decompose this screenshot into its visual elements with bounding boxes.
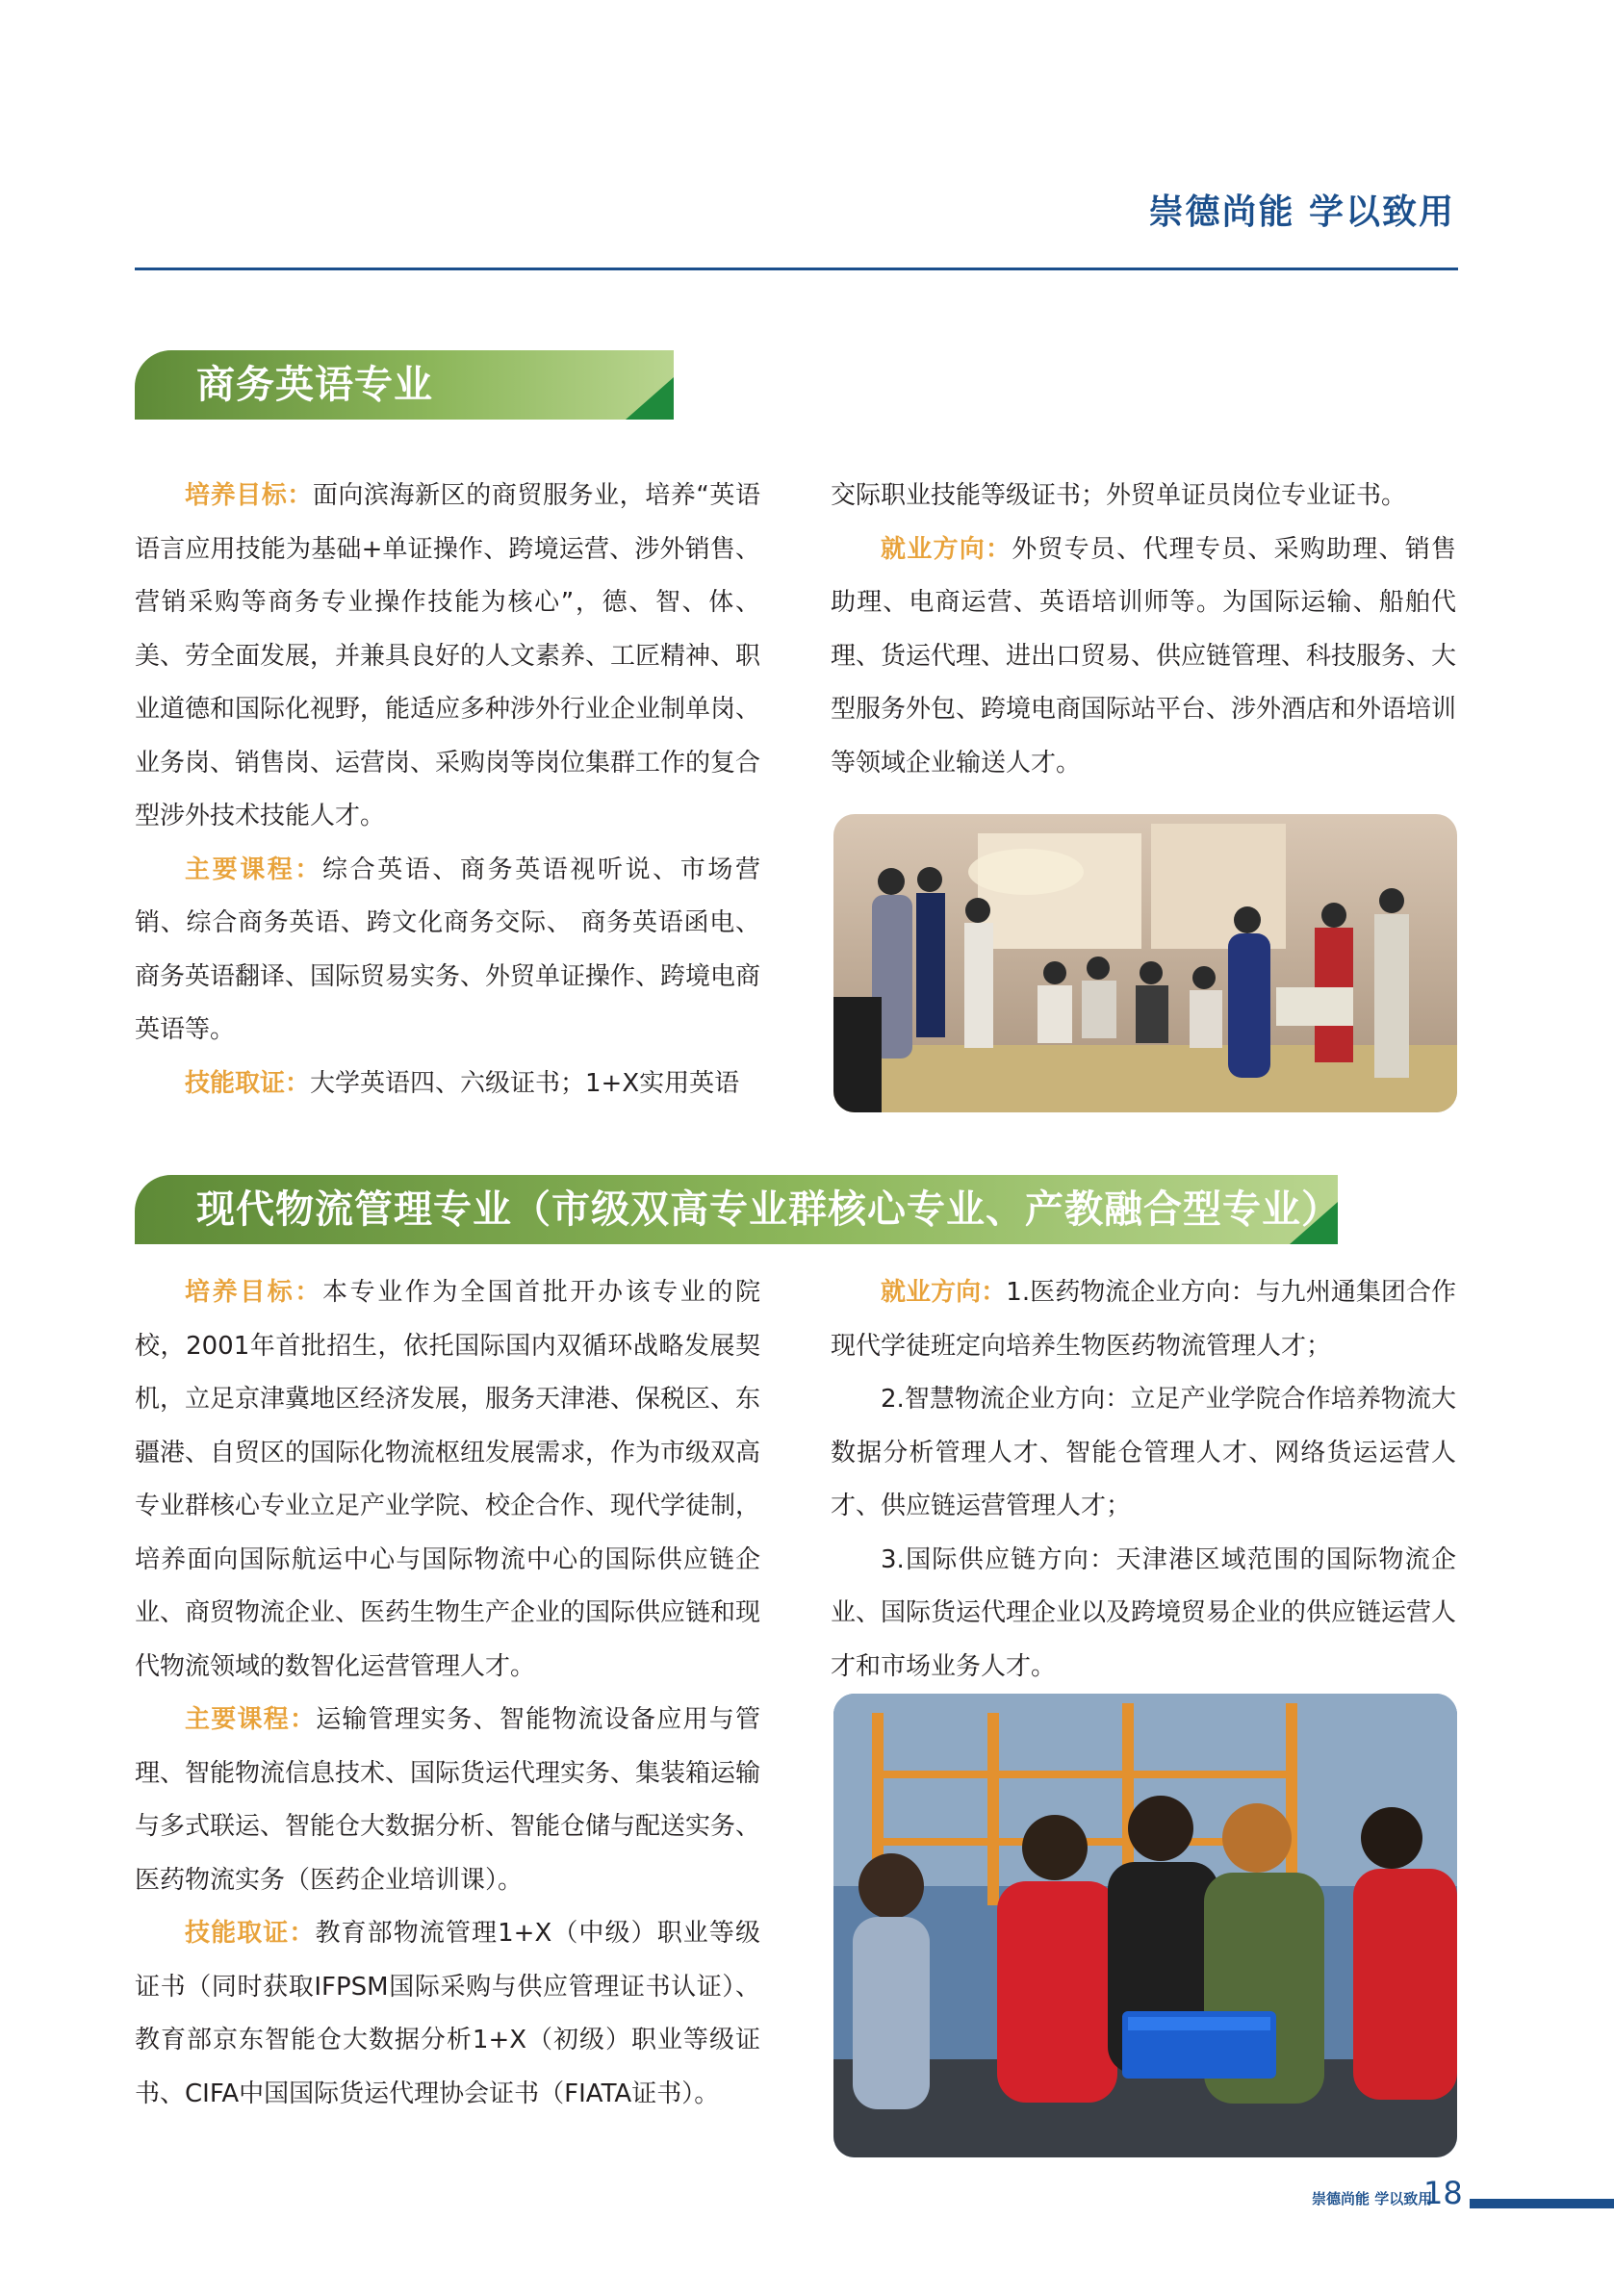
section2-title: 现代物流管理专业（市级双高专业群核心专业、产教融合型专业）	[196, 1187, 1341, 1232]
section1-employment	[831, 523, 1456, 791]
footer-bar	[1470, 2199, 1614, 2208]
section1-right-column	[831, 470, 1456, 790]
label-certification: 技能取证：	[185, 1919, 316, 1948]
employment-direction-2: 2.智慧物流企业方向：立足产业学院合作培养物流大数据分析管理人才、智能仓管理人才、网络货运运营人才、供应链运营管理人才；	[831, 1385, 1456, 1520]
costume-event-illustration	[833, 814, 1457, 1112]
label-main-courses: 主要课程：	[185, 1705, 317, 1734]
business-english-photo	[833, 814, 1457, 1112]
certification-continued: 交际职业技能等级证书；外贸单证员岗位专业证书。	[831, 481, 1407, 510]
employment-direction-1: 1.医药物流企业方向：与九州通集团合作现代学徒班定向培养生物医药物流管理人才；	[831, 1278, 1456, 1361]
main-courses-text: 综合英语、商务英语视听说、市场营销、综合商务英语、跨文化商务交际、 商务英语函电、商务英语翻译、国际贸易实务、外贸单证操作、跨境电商英语等。	[135, 855, 761, 1044]
label-training-goal: 培养目标：	[185, 481, 313, 510]
main-courses-text: 运输管理实务、智能物流设备应用与管理、智能物流信息技术、国际货运代理实务、集装箱运输与多式联运、智能仓大数据分析、智能仓储与配送实务、医药物流实务（医药企业培训课）。	[135, 1705, 761, 1895]
section2-left-column	[135, 1266, 760, 2121]
label-main-courses: 主要课程：	[185, 855, 322, 884]
label-employment: 就业方向：	[881, 534, 1012, 564]
label-certification: 技能取证：	[185, 1068, 311, 1098]
section2-certification	[135, 1907, 760, 2121]
section1-banner	[135, 350, 674, 420]
banner-corner-triangle	[626, 377, 674, 420]
section2-banner	[135, 1175, 1341, 1244]
section2-right-column	[831, 1266, 1456, 1694]
label-employment: 就业方向：	[881, 1278, 1007, 1307]
logistics-photo	[833, 1694, 1457, 2157]
section2-employment	[831, 1266, 1456, 1373]
section1-title: 商务英语专业	[196, 363, 433, 407]
section2-training-goal	[135, 1266, 760, 1694]
training-goal-text: 面向滨海新区的商贸服务业，培养“英语语言应用技能为基础+单证操作、跨境运营、涉外销售、营销采购等商务专业操作技能为核心”，德、智、体、美、劳全面发展，并兼具良好的人文素养、工匠精神、职业道德和国际化视野，能适应多种涉外行业企业制单岗、业务岗、销售岗、运营岗、采购岗等岗位集群工作的复合型涉外技术技能人才。	[135, 481, 761, 830]
section1-training-goal	[135, 470, 760, 844]
training-goal-text: 本专业作为全国首批开办该专业的院校，2001年首批招生，依托国际国内双循环战略发展契机，立足京津冀地区经济发展，服务天津港、保税区、东疆港、自贸区的国际化物流枢纽发展需求，作为市级双高专业群核心专业立足产业学院、校企合作、现代学徒制，培养面向国际航运中心与国际物流中心的国际供应链企业、商贸物流企业、医药生物生产企业的国际供应链和现代物流领域的数智化运营管理人才。	[135, 1278, 761, 1681]
employment-text: 外贸专员、代理专员、采购助理、销售助理、电商运营、英语培训师等。为国际运输、船舶代理、货运代理、进出口贸易、供应链管理、科技服务、大型服务外包、跨境电商国际站平台、涉外酒店和外语培训等领域企业输送人才。	[831, 534, 1457, 778]
employment-direction-3: 3.国际供应链方向：天津港区域范围的国际物流企业、国际货运代理企业以及跨境贸易企业的供应链运营人才和市场业务人才。	[831, 1544, 1457, 1681]
section1-main-courses	[135, 844, 760, 1058]
footer-motto: 崇德尚能 学以致用	[1312, 2190, 1433, 2207]
header-motto: 崇德尚能 学以致用	[1148, 192, 1455, 232]
header-divider	[135, 268, 1458, 270]
certification-text: 教育部物流管理1+X（中级）职业等级证书（同时获取IFPSM国际采购与供应管理证书认证）、教育部京东智能仓大数据分析1+X（初级）职业等级证书、CIFA中国国际货运代理协会证书（FIATA证书）。	[135, 1919, 760, 2108]
section2-main-courses	[135, 1694, 760, 1907]
certification-text: 大学英语四、六级证书；1+X实用英语	[310, 1068, 740, 1098]
page-number: 18	[1423, 2175, 1463, 2211]
section1-certification	[135, 1058, 760, 1111]
label-training-goal: 培养目标：	[185, 1278, 322, 1307]
warehouse-students-illustration	[833, 1694, 1457, 2157]
section1-left-column	[135, 470, 760, 1110]
